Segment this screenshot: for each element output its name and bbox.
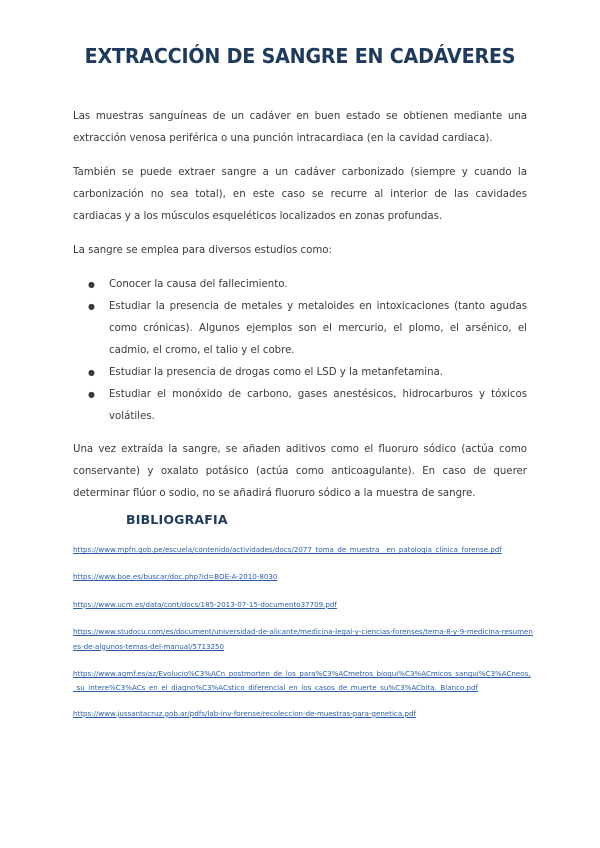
- document-body: [73, 106, 527, 517]
- paragraph-intro: Las muestras sanguíneas de un cadáver en buen estado se obtienen mediante una extracción venosa periférica o una punción intracardiaca (en la cavidad cardiaca).: [73, 111, 527, 144]
- bibliography-item: [73, 667, 533, 696]
- bibliography-link[interactable]: https://www.ucm.es/data/cont/docs/185-2013-07-15-documento37709.pdf: [73, 599, 337, 609]
- list-item-text: Estudiar la presencia de drogas como el LSD y la metanfetamina.: [109, 367, 444, 378]
- bullet-icon: ●: [88, 302, 95, 311]
- paragraph-uses-lead: La sangre se emplea para diversos estudios como:: [73, 245, 332, 256]
- bibliography-item: [73, 707, 533, 721]
- bibliography-item: [73, 598, 533, 612]
- list-item-text: Conocer la causa del fallecimiento.: [109, 279, 288, 290]
- list-item-text: Estudiar el monóxido de carbono, gases anestésicos, hidrocarburos y tóxicos volátiles.: [109, 389, 527, 422]
- bibliography-heading: BIBLIOGRAFIA: [126, 512, 228, 527]
- list-item-text: Estudiar la presencia de metales y metaloides en intoxicaciones (tanto agudas como crónicas). Algunos ejemplos son el mercurio, el plomo, el arsénico, el cadmio, el cromo, el talio y el cobre.: [109, 301, 527, 356]
- bibliography-list: [73, 543, 533, 721]
- list-item: [73, 274, 527, 296]
- list-item: [73, 296, 527, 362]
- bibliography-link[interactable]: https://www.boe.es/buscar/doc.php?id=BOE-A-2010-8030: [73, 572, 278, 582]
- bibliography-link[interactable]: https://www.jussantacruz.gob.ar/pdfs/lab-inv-forense/recoleccion-de-muestras-para-genetica.pdf: [73, 708, 416, 718]
- list-item: [73, 362, 527, 384]
- bullet-icon: ●: [88, 368, 95, 377]
- bibliography-item: [73, 543, 533, 557]
- bibliography-link[interactable]: https://www.agmf.es/az/Evolucio%C3%ACn_postmorten_de_los_para%C3%ACmetros_bioqui%C3%ACmicos_sangui%C3%ACneos,_su_intere%C3%ACs_en_el_diagno%C3%ACstico_diferencial_en_los_casos_de_muerte_su%C3%ACbita._Blanco.pdf: [73, 669, 531, 693]
- bullet-icon: ●: [88, 390, 95, 399]
- paragraph-additives: Una vez extraída la sangre, se añaden aditivos como el fluoruro sódico (actúa como conservante) y oxalato potásico (actúa como anticoagulante). En caso de querer determinar flúor o sodio, no se añadirá fluoruro sódico a la muestra de sangre.: [73, 444, 527, 499]
- page-title: EXTRACCIÓN DE SANGRE EN CADÁVERES: [84, 44, 516, 68]
- bibliography-link[interactable]: https://www.studocu.com/es/document/universidad-de-alicante/medicina-legal-y-ciencias-forenses/tema-8-y-9-medicina-resumenes-de-algunos-temas-del-manual/5713250: [73, 627, 533, 651]
- bullet-icon: ●: [88, 280, 95, 289]
- bibliography-item: [73, 570, 533, 584]
- bibliography-link[interactable]: https://www.mpfn.gob.pe/escuela/contenido/actividades/docs/2077_toma_de_muestra__en_patologia_clinica_forense.pdf: [73, 545, 502, 554]
- paragraph-carbonized: También se puede extraer sangre a un cadáver carbonizado (siempre y cuando la carbonización no sea total), en este caso se recurre al interior de las cavidades cardiacas y a los músculos esqueléticos localizados en zonas profundas.: [73, 167, 527, 222]
- uses-list: [73, 274, 527, 428]
- list-item: [73, 384, 527, 428]
- bibliography-item: [73, 625, 533, 654]
